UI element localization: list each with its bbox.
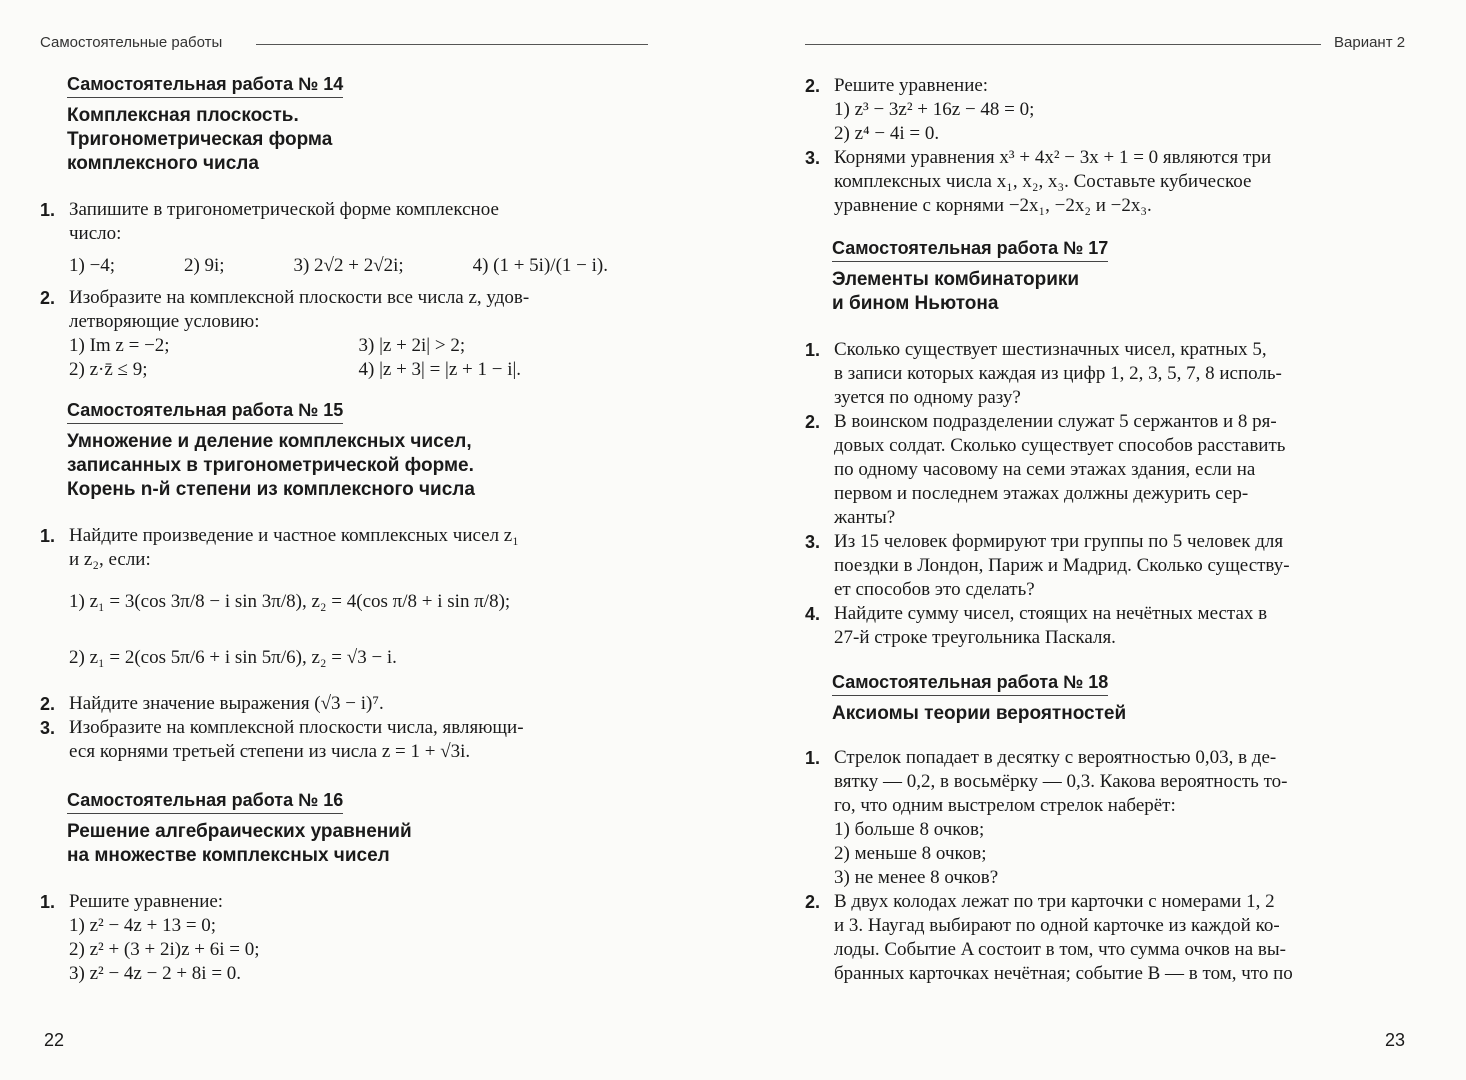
section-name: Умножение и деление комплексных чисел, записанных в тригонометрической форме. Корень n-й степени из комплексного числа bbox=[67, 431, 475, 500]
page-number-left: 22 bbox=[44, 1030, 65, 1050]
section-title: Самостоятельная работа № 15 bbox=[67, 400, 343, 424]
task-item: 2. В двух колодах лежат по три карточки с номерами 1, 2 и 3. Наугад выбирают по одной карточке из каждой ко- лоды. Событие A состоит в том, что сумма очков на вы- бранных карточках нечётная; событие B — в том, что по bbox=[805, 891, 1293, 984]
right-column bbox=[805, 74, 1415, 986]
task-item: 2. Изобразите на комплексной плоскости все числа z, удов- летворяющие условию: 1) Im z = −2; 3) |z + 2i| > 2; 2) z·z̄ ≤ 9; 4) |z + 3| = |z + 1 − i|. bbox=[40, 286, 648, 382]
page-number-right: 23 bbox=[1385, 1030, 1406, 1050]
section-title: Самостоятельная работа № 17 bbox=[832, 238, 1108, 262]
running-header-left: Самостоятельные работы bbox=[40, 34, 223, 51]
task-item: 3. Из 15 человек формируют три группы по 5 человек для поездки в Лондон, Париж и Мадрид. Сколько существу- ет способов это сделать? bbox=[805, 531, 1290, 600]
header-rule-left bbox=[256, 44, 648, 45]
task-item: 3. Изобразите на комплексной плоскости числа, являющи- еся корнями третьей степени из числа z = 1 + √3i. bbox=[40, 717, 524, 762]
running-header-right: Вариант 2 bbox=[1334, 34, 1406, 51]
section-name: Комплексная плоскость. Тригонометрическая форма комплексного числа bbox=[67, 105, 333, 174]
sr14-heading bbox=[40, 74, 648, 176]
answer-options: 1) −4; 2) 9i; 3) 2√2 + 2√2i; 4) (1 + 5i)/(1 − i). bbox=[69, 255, 608, 276]
section-name: Аксиомы теории вероятностей bbox=[832, 703, 1127, 724]
header-rule-right bbox=[805, 44, 1321, 45]
section-name: Решение алгебраических уравнений на множестве комплексных чисел bbox=[67, 821, 412, 866]
task-item: 4. Найдите сумму чисел, стоящих на нечётных местах в 27-й строке треугольника Паскаля. bbox=[805, 603, 1268, 648]
sr18-heading bbox=[805, 672, 1415, 726]
conditions-grid: 1) Im z = −2; 3) |z + 2i| > 2; bbox=[69, 335, 466, 356]
task-item: 1. Стрелок попадает в десятку с вероятностью 0,03, в де- вятку — 0,2, в восьмёрку — 0,3. Какова вероятность то- го, что одним выстрелом стрелок наберёт: 1) больше 8 очков; 2) меньше 8 очков; 3) не менее 8 очков? bbox=[805, 747, 1288, 888]
conditions-grid: 2) z·z̄ ≤ 9; 4) |z + 3| = |z + 1 − i|. bbox=[69, 359, 522, 380]
task-item: 1. Найдите произведение и частное комплексных чисел z₁ и z₂, если: 1) z₁ = 3(cos 3π/8 − i sin 3π/8), z₂ = 4(cos π/8 + i sin π/8); 2) z₁ = 2(cos 5π/6 + i sin 5π/6), z₂ = √3 − i. bbox=[40, 524, 648, 682]
sr17-heading bbox=[805, 238, 1415, 316]
section-title: Самостоятельная работа № 16 bbox=[67, 790, 343, 814]
formula-line: 2) z₁ = 2(cos 5π/6 + i sin 5π/6), z₂ = √3 − i. bbox=[69, 647, 397, 668]
section-title: Самостоятельная работа № 14 bbox=[67, 74, 343, 98]
task-item: 2. Найдите значение выражения (√3 − i)⁷. bbox=[40, 693, 384, 714]
sr16-heading bbox=[40, 790, 648, 868]
right-page bbox=[733, 0, 1466, 1080]
task-item: 2. В воинском подразделении служат 5 сержантов и 8 ря- довых солдат. Сколько существует способов расставить по одному часовому на семи этажах здания, если на первом и последнем этажах должны дежурить сер- жанты? bbox=[805, 411, 1286, 528]
section-name: Элементы комбинаторики и бином Ньютона bbox=[832, 269, 1080, 314]
task-item: 3. Корнями уравнения x³ + 4x² − 3x + 1 = 0 являются три комплексных числа x₁, x₂, x₃. Составьте кубическое уравнение с корнями −2x₁, −2x₂ и −2x₃. bbox=[805, 147, 1272, 216]
sr15-heading bbox=[40, 400, 648, 502]
task-item: 1. Запишите в тригонометрической форме комплексное число: 1) −4; 2) 9i; 3) 2√2 + 2√2i; 4) (1 + 5i)/(1 − i). bbox=[40, 198, 648, 286]
task-item: 1. Решите уравнение: 1) z² − 4z + 13 = 0; 2) z² + (3 + 2i)z + 6i = 0; 3) z² − 4z − 2 + 8i = 0. bbox=[40, 891, 260, 984]
task-item: 2. Решите уравнение: 1) z³ − 3z² + 16z − 48 = 0; 2) z⁴ − 4i = 0. bbox=[805, 75, 1035, 144]
left-column bbox=[40, 74, 648, 986]
section-title: Самостоятельная работа № 18 bbox=[832, 672, 1108, 696]
task-item: 1. Сколько существует шестизначных чисел, кратных 5, в записи которых каждая из цифр 1, 2, 3, 5, 7, 8 исполь- зуется по одному разу? bbox=[805, 339, 1282, 408]
formula-line: 1) z₁ = 3(cos 3π/8 − i sin 3π/8), z₂ = 4(cos π/8 + i sin π/8); bbox=[69, 591, 511, 612]
